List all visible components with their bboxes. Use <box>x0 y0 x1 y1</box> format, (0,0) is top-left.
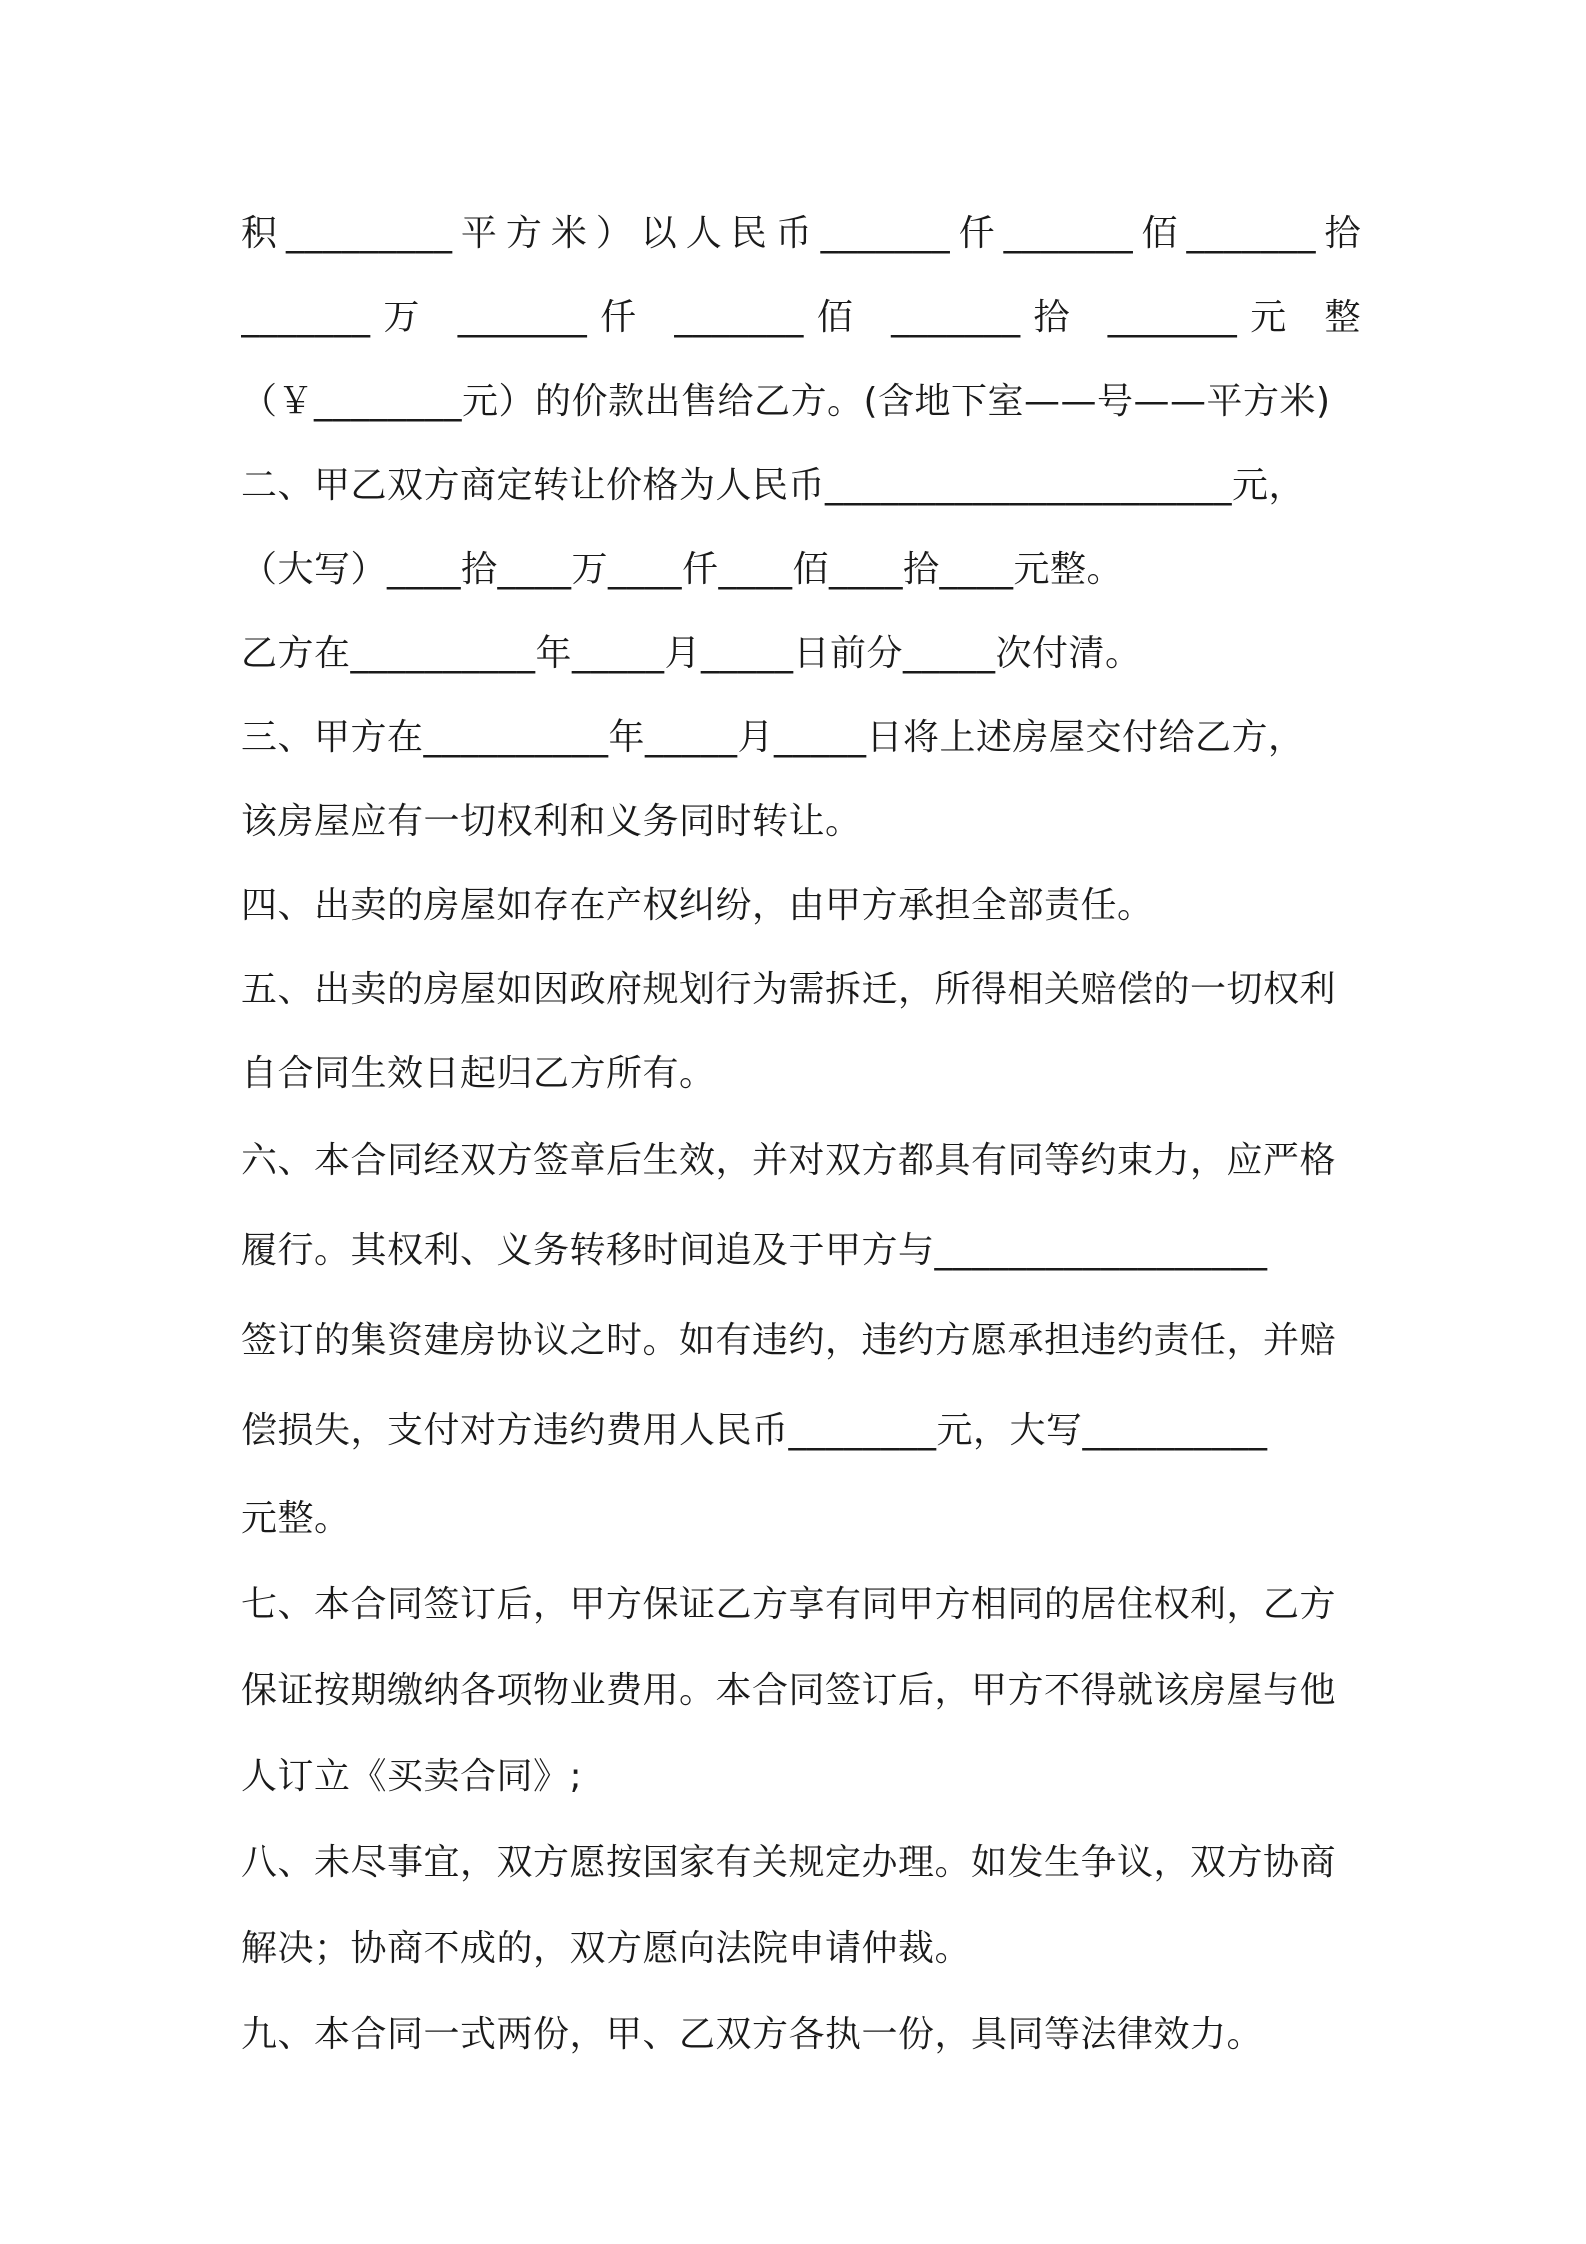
text-line: 九、本合同一式两份，甲、乙双方各执一份，具同等法律效力。 <box>241 2014 1264 2055</box>
text-line: 签订的集资建房协议之时。如有违约，违约方愿承担违约责任，并赔 <box>241 1320 1337 1361</box>
text-line: 三、甲方在__________年_____月_____日将上述房屋交付给乙方， <box>241 717 1305 758</box>
text-line: 自合同生效日起归乙方所有。 <box>241 1053 716 1094</box>
text-line: 七、本合同签订后，甲方保证乙方享有同甲方相同的居住权利，乙方 <box>241 1584 1337 1625</box>
text-line: 八、未尽事宜，双方愿按国家有关规定办理。如发生争议，双方协商 <box>241 1842 1337 1883</box>
text-line: 四、出卖的房屋如存在产权纠纷，由甲方承担全部责任。 <box>241 885 1154 926</box>
contract-body <box>241 192 1361 2078</box>
text-line: 保证按期缴纳各项物业费用。本合同签订后，甲方不得就该房屋与他 <box>241 1670 1337 1711</box>
text-line: 五、出卖的房屋如因政府规划行为需拆迁，所得相关赔偿的一切权利 <box>241 969 1337 1010</box>
text-line: _______万 _______仟 _______佰 _______拾 _______元 整 <box>241 297 1361 338</box>
text-line: 偿损失，支付对方违约费用人民币________元，大写__________ <box>241 1410 1268 1451</box>
text-line: （大写）____拾____万____仟____佰____拾____元整。 <box>241 549 1124 590</box>
text-line: 该房屋应有一切权利和义务同时转让。 <box>241 801 862 842</box>
text-line: 二、甲乙双方商定转让价格为人民币______________________元， <box>241 465 1306 506</box>
text-line: 人订立《买卖合同》; <box>241 1756 583 1797</box>
text-line: 元整。 <box>241 1498 351 1539</box>
text-line: （￥________元）的价款出售给乙方。(含地下室——号——平方米) <box>241 381 1331 422</box>
text-line: 解决；协商不成的，双方愿向法院申请仲裁。 <box>241 1928 972 1969</box>
text-line: 乙方在__________年_____月_____日前分_____次付清。 <box>241 633 1142 674</box>
text-line: 积_________平方米）以人民币_______仟_______佰_______拾 <box>241 213 1361 254</box>
text-line: 六、本合同经双方签章后生效，并对双方都具有同等约束力，应严格 <box>241 1140 1337 1181</box>
text-line: 履行。其权利、义务转移时间追及于甲方与__________________ <box>241 1230 1268 1271</box>
